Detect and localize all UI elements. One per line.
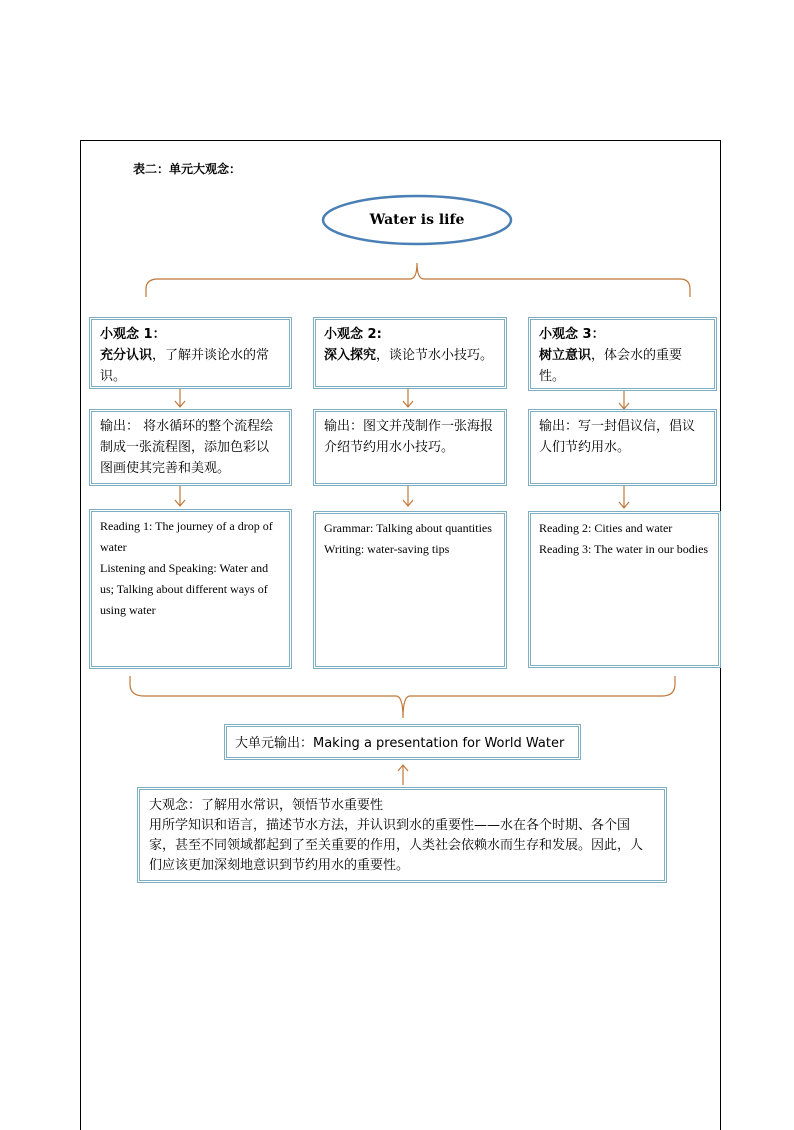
summary-box: [137, 787, 667, 883]
table-label: 表二：单元大观念：: [133, 162, 242, 176]
idea-3-label: 小观念 3：: [539, 327, 605, 342]
output-box-2: 输出：图文并茂制作一张海报介绍节约用水小技巧。: [313, 409, 507, 486]
lesson-1-1: Reading 1: The journey of a drop of water: [100, 519, 273, 554]
summary-title: 大观念：了解用水常识，领悟节水重要性: [149, 798, 384, 813]
idea-1-text: 充分认识，了解并谈论水的常识。: [100, 348, 270, 384]
bottom-brace: [130, 676, 675, 718]
lesson-3-1: Reading 2: Cities and water: [539, 521, 673, 535]
idea-box-1: [89, 317, 292, 389]
idea-2-text: 深入探究，谈论节水小技巧。: [324, 348, 494, 363]
top-brace: [146, 263, 690, 297]
lesson-3-2: Reading 3: The water in our bodies: [539, 542, 709, 556]
lesson-2-1: Grammar: Talking about quantities: [324, 521, 492, 535]
lessons-box-3: [528, 511, 721, 668]
big-idea-title: Water is life: [369, 212, 465, 228]
idea-1-label: 小观念 1：: [100, 327, 166, 342]
summary-body: 用所学知识和语言，描述节水方法，并认识到水的重要性——水在各个时期、各个国家，甚至不同领域都起到了至关重要的作用，人类社会依赖水而生存和发展。因此，人们应该更加深刻地意识到节约用水的重要性。: [149, 818, 644, 873]
idea-3-text: 树立意识，体会水的重要性。: [539, 348, 683, 384]
output-box-3: 输出：写一封倡议信，倡议人们节约用水。: [528, 409, 717, 486]
lessons-box-1: [89, 509, 292, 669]
lessons-box-2: [313, 511, 507, 669]
unit-output-box: [224, 724, 581, 760]
idea-2-label: 小观念 2:: [324, 327, 382, 342]
idea-box-3: [528, 317, 717, 391]
up-arrow: [398, 765, 408, 785]
unit-output-text: 大单元输出：Making a presentation for World Water: [235, 736, 565, 751]
output-box-1: 输出： 将水循环的整个流程绘制成一张流程图，添加色彩以图画使其完善和美观。: [89, 409, 292, 486]
lesson-1-2: Listening and Speaking: Water and us; Talking about different ways of using water: [100, 561, 269, 617]
idea-box-2: [313, 317, 507, 389]
lesson-2-2: Writing: water-saving tips: [324, 542, 450, 556]
